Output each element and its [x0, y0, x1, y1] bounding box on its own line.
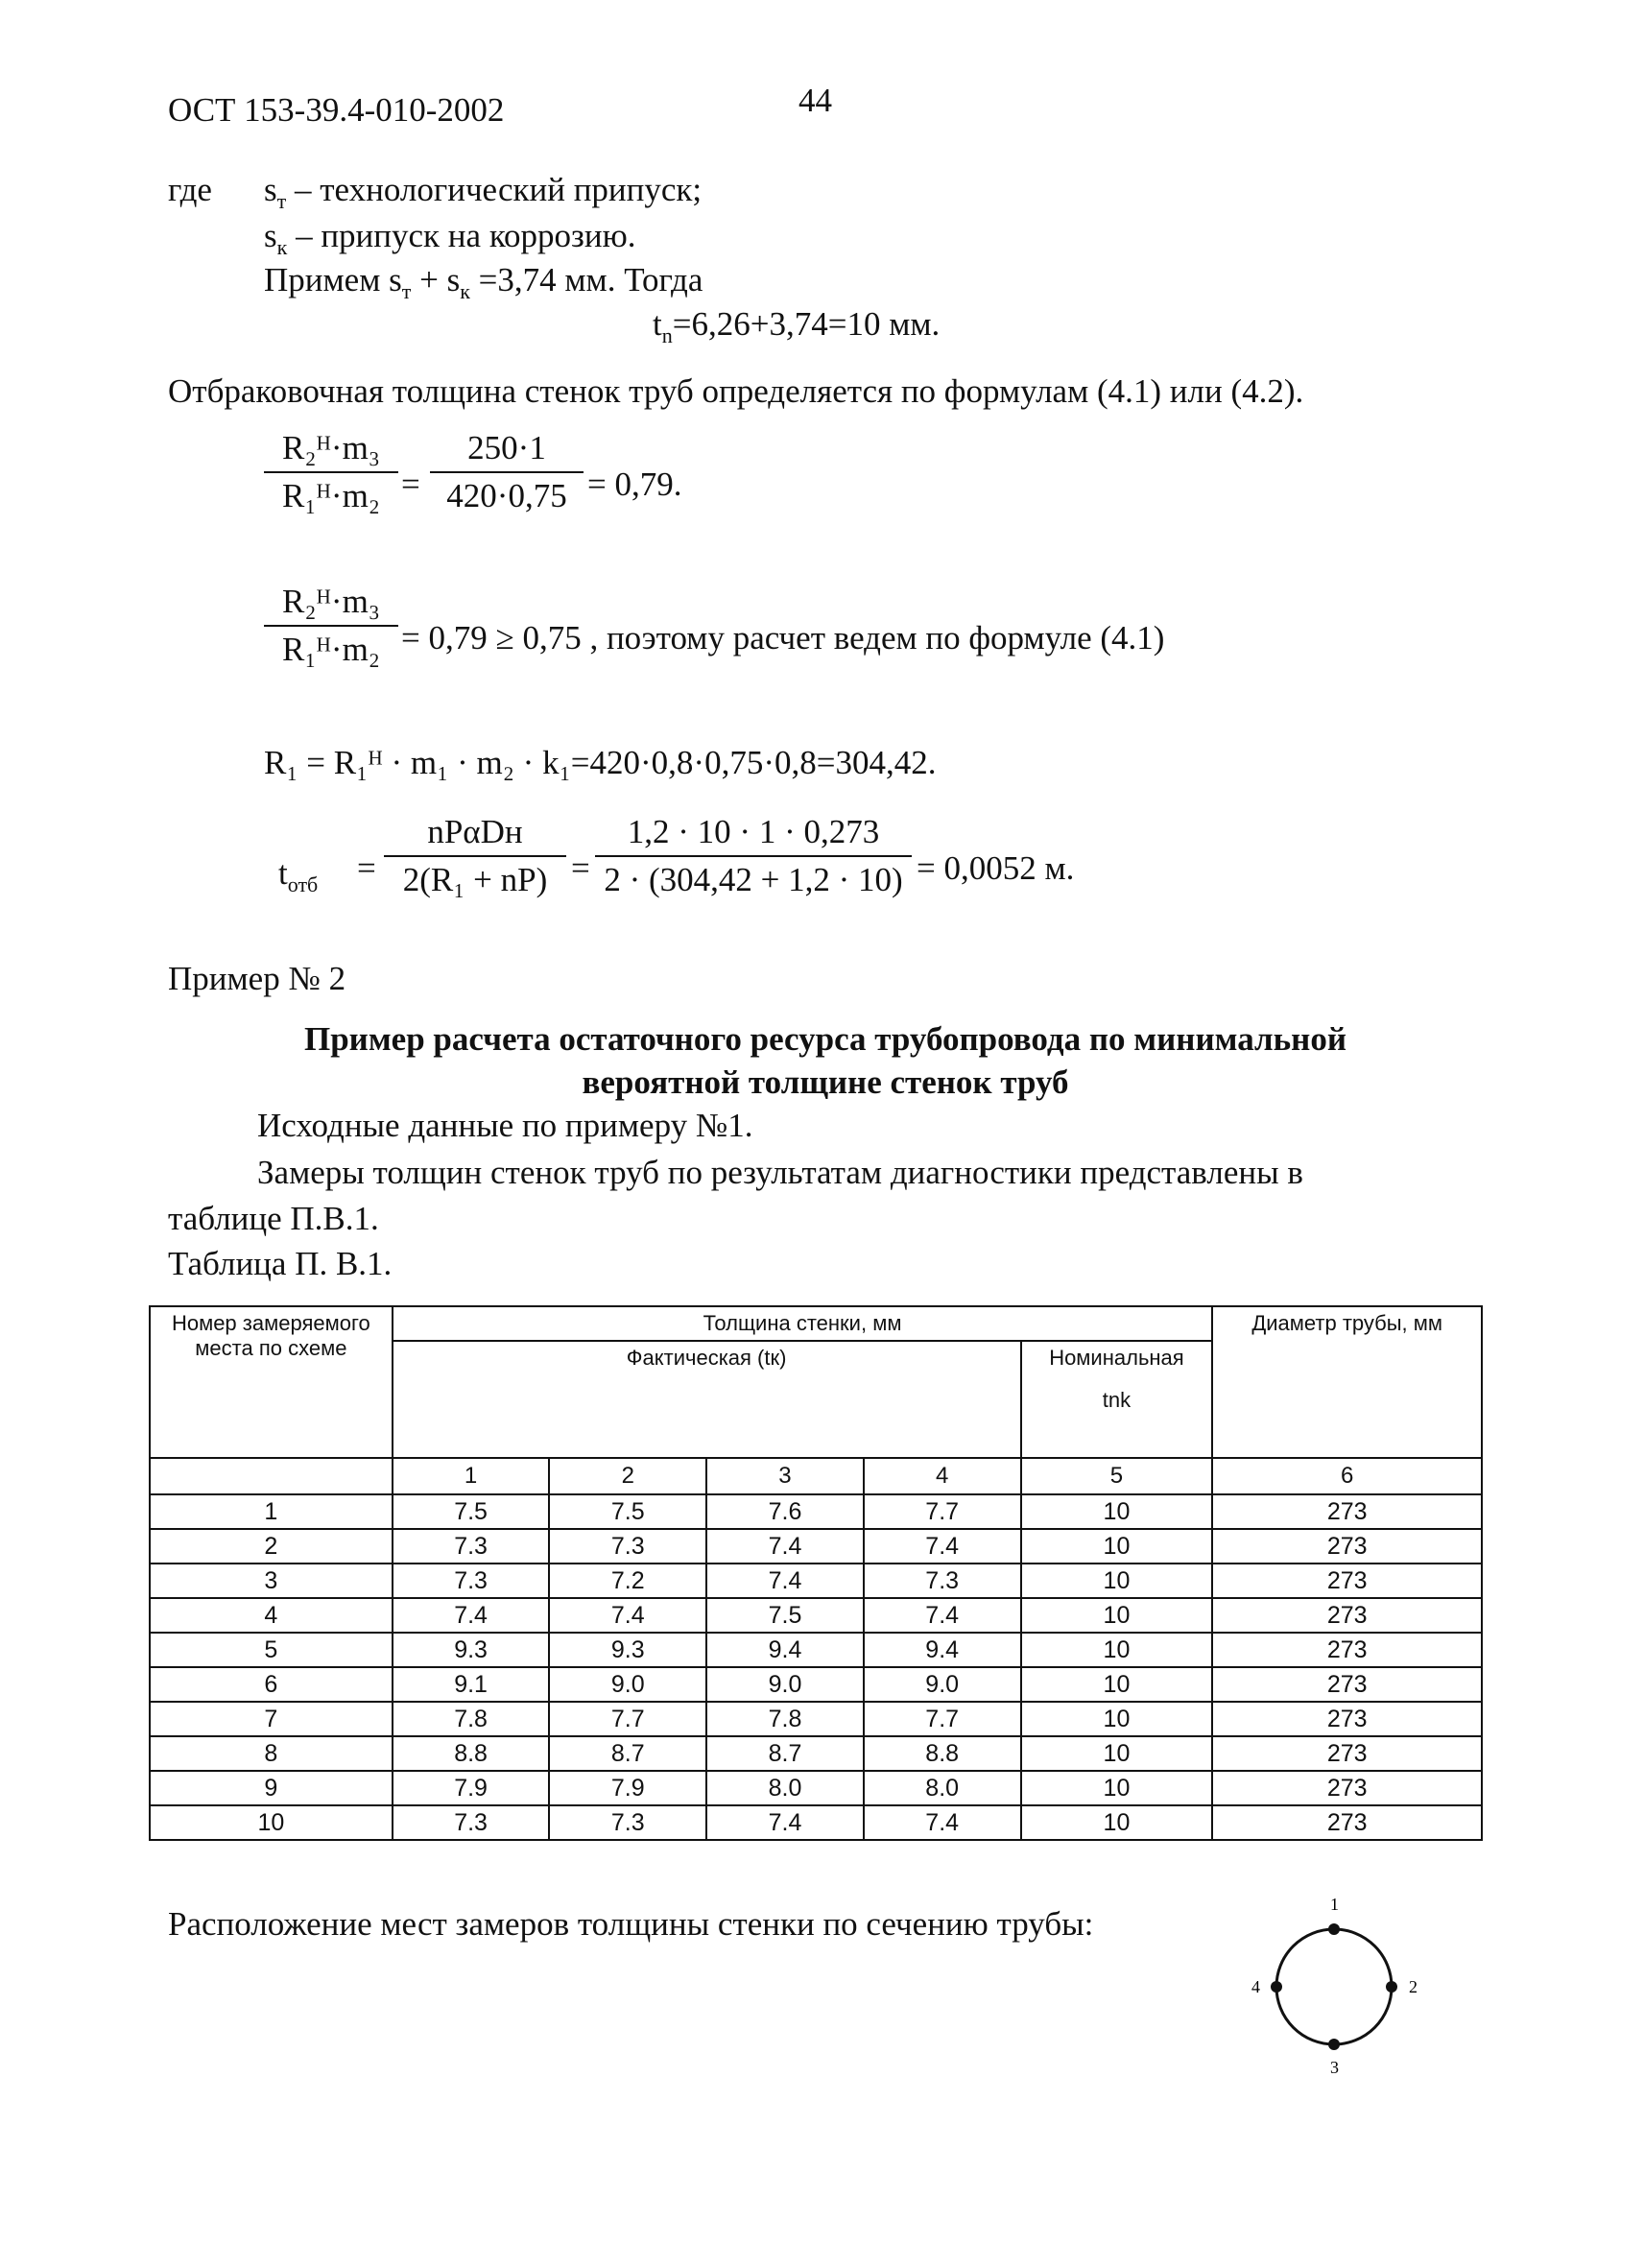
table-row [150, 1702, 1482, 1736]
table-row [150, 1598, 1482, 1633]
document-code: ОСТ 153-39.4-010-2002 [168, 91, 505, 129]
header-wall-thickness: Толщина стенки, мм [393, 1306, 1213, 1341]
table-cell: 7.8 [706, 1702, 864, 1736]
formula4-lhs-sub: отб [287, 872, 319, 896]
table-cell: 273 [1212, 1771, 1482, 1805]
example2-title-line1: Пример расчета остаточного ресурса трубопровода по минимальной [303, 1020, 1347, 1058]
assume-prefix: Примем s [264, 261, 402, 298]
table-row [150, 1667, 1482, 1702]
table-cell: 7.5 [706, 1598, 864, 1633]
assume-sub-k: к [460, 279, 470, 303]
table-cell: 7.4 [864, 1598, 1021, 1633]
table-cell: 7.3 [864, 1564, 1021, 1598]
symbol-subscript: т [276, 189, 287, 213]
formula4-lhs [278, 854, 319, 896]
table-cell: 9.3 [549, 1633, 706, 1667]
table-cell: 7.4 [864, 1805, 1021, 1840]
rejection-text: Отбраковочная толщина стенок труб определяется по формулам (4.1) или (4.2). [168, 372, 1304, 410]
formula2-denominator: R₁ᴴ·m₂ [281, 631, 381, 668]
table-cell: 10 [1021, 1805, 1213, 1840]
formula1-rhs-fraction [430, 427, 584, 517]
row-number-cell: 5 [150, 1633, 393, 1667]
table-cell: 273 [1212, 1598, 1482, 1633]
table-cell: 273 [1212, 1736, 1482, 1771]
result-text: =6,26+3,74=10 мм. [672, 305, 941, 343]
formula1-lhs-numerator: R₂ᴴ·m₃ [281, 429, 381, 466]
formula1-rhs-numerator: 250·1 [467, 429, 546, 466]
table-cell: 7.3 [549, 1805, 706, 1840]
result-sub: n [661, 323, 673, 347]
assumption-line [264, 261, 703, 303]
measure-point-marker [1271, 1981, 1282, 1993]
table-cell: 10 [1021, 1736, 1213, 1771]
table-cell: 7.4 [706, 1529, 864, 1564]
result-line [653, 305, 941, 347]
header-nominal-thickness: Номинальная [1021, 1341, 1213, 1384]
row-number-cell: 1 [150, 1494, 393, 1529]
measure-point-marker [1328, 1923, 1340, 1935]
table-cell: 7.8 [393, 1702, 550, 1736]
example2-para2-line2: таблице П.В.1. [168, 1200, 379, 1237]
example2-para2-line1: Замеры толщин стенок труб по результатам диагностики представлены в [257, 1154, 1303, 1191]
table-cell: 10 [1021, 1667, 1213, 1702]
formula2-fraction [264, 581, 398, 671]
formula2-text: = 0,79 ≥ 0,75 , поэтому расчет ведем по формуле (4.1) [401, 619, 1165, 657]
example2-para1: Исходные данные по примеру №1. [257, 1107, 753, 1144]
point-label: 1 [1330, 1895, 1339, 1914]
fraction-bar [595, 855, 912, 857]
table-row [150, 1736, 1482, 1771]
formula1-result: = 0,79. [587, 466, 682, 503]
formula3: R₁ = R₁ᴴ · m₁ · m₂ · k₁=420·0,8·0,75·0,8=304,42. [264, 744, 937, 781]
example2-title-line2: вероятной толщине стенок труб [582, 1063, 1069, 1101]
formula4-result: = 0,0052 м. [917, 849, 1075, 887]
table-cell: 8.7 [706, 1736, 864, 1771]
table-cell: 10 [1021, 1771, 1213, 1805]
row-number-cell: 2 [150, 1529, 393, 1564]
table-row [150, 1771, 1482, 1805]
header-actual-thickness: Фактическая (tк) [393, 1341, 1021, 1458]
table-caption: Таблица П. В.1. [168, 1245, 393, 1282]
table-cell: 8.8 [393, 1736, 550, 1771]
table-cell: 8.8 [864, 1736, 1021, 1771]
definition-text: – технологический припуск; [286, 171, 703, 208]
definition-item-corrosion-allowance [264, 217, 636, 259]
table-cell: 8.0 [864, 1771, 1021, 1805]
column-number: 4 [864, 1458, 1021, 1494]
table-cell: 273 [1212, 1633, 1482, 1667]
assume-suffix: =3,74 мм. Тогда [469, 261, 703, 298]
header-measure-point: Номер замеряемого места по схеме [150, 1306, 393, 1458]
table-cell: 10 [1021, 1494, 1213, 1529]
table-cell: 7.4 [549, 1598, 706, 1633]
formula2-numerator: R₂ᴴ·m₃ [281, 583, 381, 620]
fraction-bar [264, 625, 398, 627]
symbol-subscript: к [276, 235, 288, 259]
formula1-rhs-denominator: 420·0,75 [446, 477, 567, 514]
table-cell: 7.5 [393, 1494, 550, 1529]
table-cell: 10 [1021, 1564, 1213, 1598]
table-cell: 7.7 [864, 1494, 1021, 1529]
symbol: s [264, 171, 277, 208]
table-cell: 10 [1021, 1702, 1213, 1736]
table-cell: 9.0 [864, 1667, 1021, 1702]
table-cell: 7.5 [549, 1494, 706, 1529]
table-cell: 10 [1021, 1633, 1213, 1667]
row-number-cell: 9 [150, 1771, 393, 1805]
table-cell: 10 [1021, 1598, 1213, 1633]
point-label: 4 [1251, 1977, 1260, 1996]
table-row [150, 1494, 1482, 1529]
example2-label: Пример № 2 [168, 960, 346, 997]
symbol: s [264, 217, 277, 254]
formula1-lhs-denominator: R₁ᴴ·m₂ [281, 477, 381, 514]
table-cell: 273 [1212, 1494, 1482, 1529]
fraction-bar [264, 471, 398, 473]
formula4-fraction-2 [595, 811, 912, 901]
formula4-den-1: 2(R₁ + nP) [402, 861, 548, 898]
assume-mid: + s [411, 261, 461, 298]
formula4-num-1: nPαDн [427, 813, 523, 850]
table-cell: 7.3 [393, 1564, 550, 1598]
row-number-cell: 8 [150, 1736, 393, 1771]
table-row [150, 1529, 1482, 1564]
table-cell: 273 [1212, 1564, 1482, 1598]
column-number: 5 [1021, 1458, 1213, 1494]
table-cell: 7.7 [549, 1702, 706, 1736]
table-cell: 7.3 [549, 1529, 706, 1564]
table-cell: 10 [1021, 1529, 1213, 1564]
fraction-bar [384, 855, 566, 857]
header-pipe-diameter: Диаметр трубы, мм [1212, 1306, 1482, 1458]
table-cell: 9.0 [706, 1667, 864, 1702]
table-cell: 273 [1212, 1805, 1482, 1840]
formula1-equals: = [401, 466, 420, 503]
column-number: 6 [1212, 1458, 1482, 1494]
point-label: 3 [1330, 2058, 1339, 2077]
table-cell: 7.7 [864, 1702, 1021, 1736]
header-number-blank [150, 1458, 393, 1494]
table-cell: 7.4 [706, 1805, 864, 1840]
table-cell: 7.3 [393, 1529, 550, 1564]
table-row [150, 1805, 1482, 1840]
table-cell: 9.3 [393, 1633, 550, 1667]
table-cell: 7.9 [549, 1771, 706, 1805]
table-cell: 273 [1212, 1529, 1482, 1564]
measure-point-marker [1328, 2039, 1340, 2050]
formula1-lhs-fraction [264, 427, 398, 517]
row-number-cell: 6 [150, 1667, 393, 1702]
formula4-fraction-1 [384, 811, 566, 901]
column-number: 1 [393, 1458, 550, 1494]
page-number: 44 [798, 82, 832, 119]
table-cell: 8.0 [706, 1771, 864, 1805]
point-label: 2 [1409, 1977, 1418, 1996]
table-cell: 273 [1212, 1702, 1482, 1736]
table-row [150, 1633, 1482, 1667]
location-text: Расположение мест замеров толщины стенки по сечению трубы: [168, 1905, 1094, 1943]
table-cell: 7.3 [393, 1805, 550, 1840]
table-cell: 7.4 [393, 1598, 550, 1633]
assume-sub-t: т [401, 279, 412, 303]
row-number-cell: 4 [150, 1598, 393, 1633]
fraction-bar [430, 471, 584, 473]
table-cell: 8.7 [549, 1736, 706, 1771]
table-cell: 9.4 [864, 1633, 1021, 1667]
definitions-intro: где [168, 171, 212, 208]
table-cell: 9.1 [393, 1667, 550, 1702]
column-number: 2 [549, 1458, 706, 1494]
table-cell: 273 [1212, 1667, 1482, 1702]
formula4-equals-2: = [571, 849, 590, 887]
column-number: 3 [706, 1458, 864, 1494]
table-row [150, 1564, 1482, 1598]
table-cell: 7.9 [393, 1771, 550, 1805]
formula4-lhs-var: t [278, 854, 288, 892]
row-number-cell: 10 [150, 1805, 393, 1840]
table-cell: 7.6 [706, 1494, 864, 1529]
formula4-num-2: 1,2 · 10 · 1 · 0,273 [627, 813, 880, 850]
pipe-section-diagram [1238, 1881, 1430, 2092]
table-cell: 7.4 [864, 1529, 1021, 1564]
header-nominal-symbol: tnk [1021, 1384, 1213, 1458]
formula4-den-2: 2 · (304,42 + 1,2 · 10) [604, 861, 903, 898]
pipe-circle [1276, 1929, 1392, 2044]
table-cell: 9.0 [549, 1667, 706, 1702]
thickness-table [149, 1305, 1483, 1841]
row-number-cell: 3 [150, 1564, 393, 1598]
definition-text: – припуск на коррозию. [287, 217, 636, 254]
table-cell: 7.2 [549, 1564, 706, 1598]
definition-item-tech-allowance [264, 171, 703, 213]
table-cell: 9.4 [706, 1633, 864, 1667]
table-cell: 7.4 [706, 1564, 864, 1598]
result-var: t [653, 305, 662, 343]
measure-point-marker [1386, 1981, 1397, 1993]
row-number-cell: 7 [150, 1702, 393, 1736]
formula4-equals-1: = [357, 849, 376, 887]
